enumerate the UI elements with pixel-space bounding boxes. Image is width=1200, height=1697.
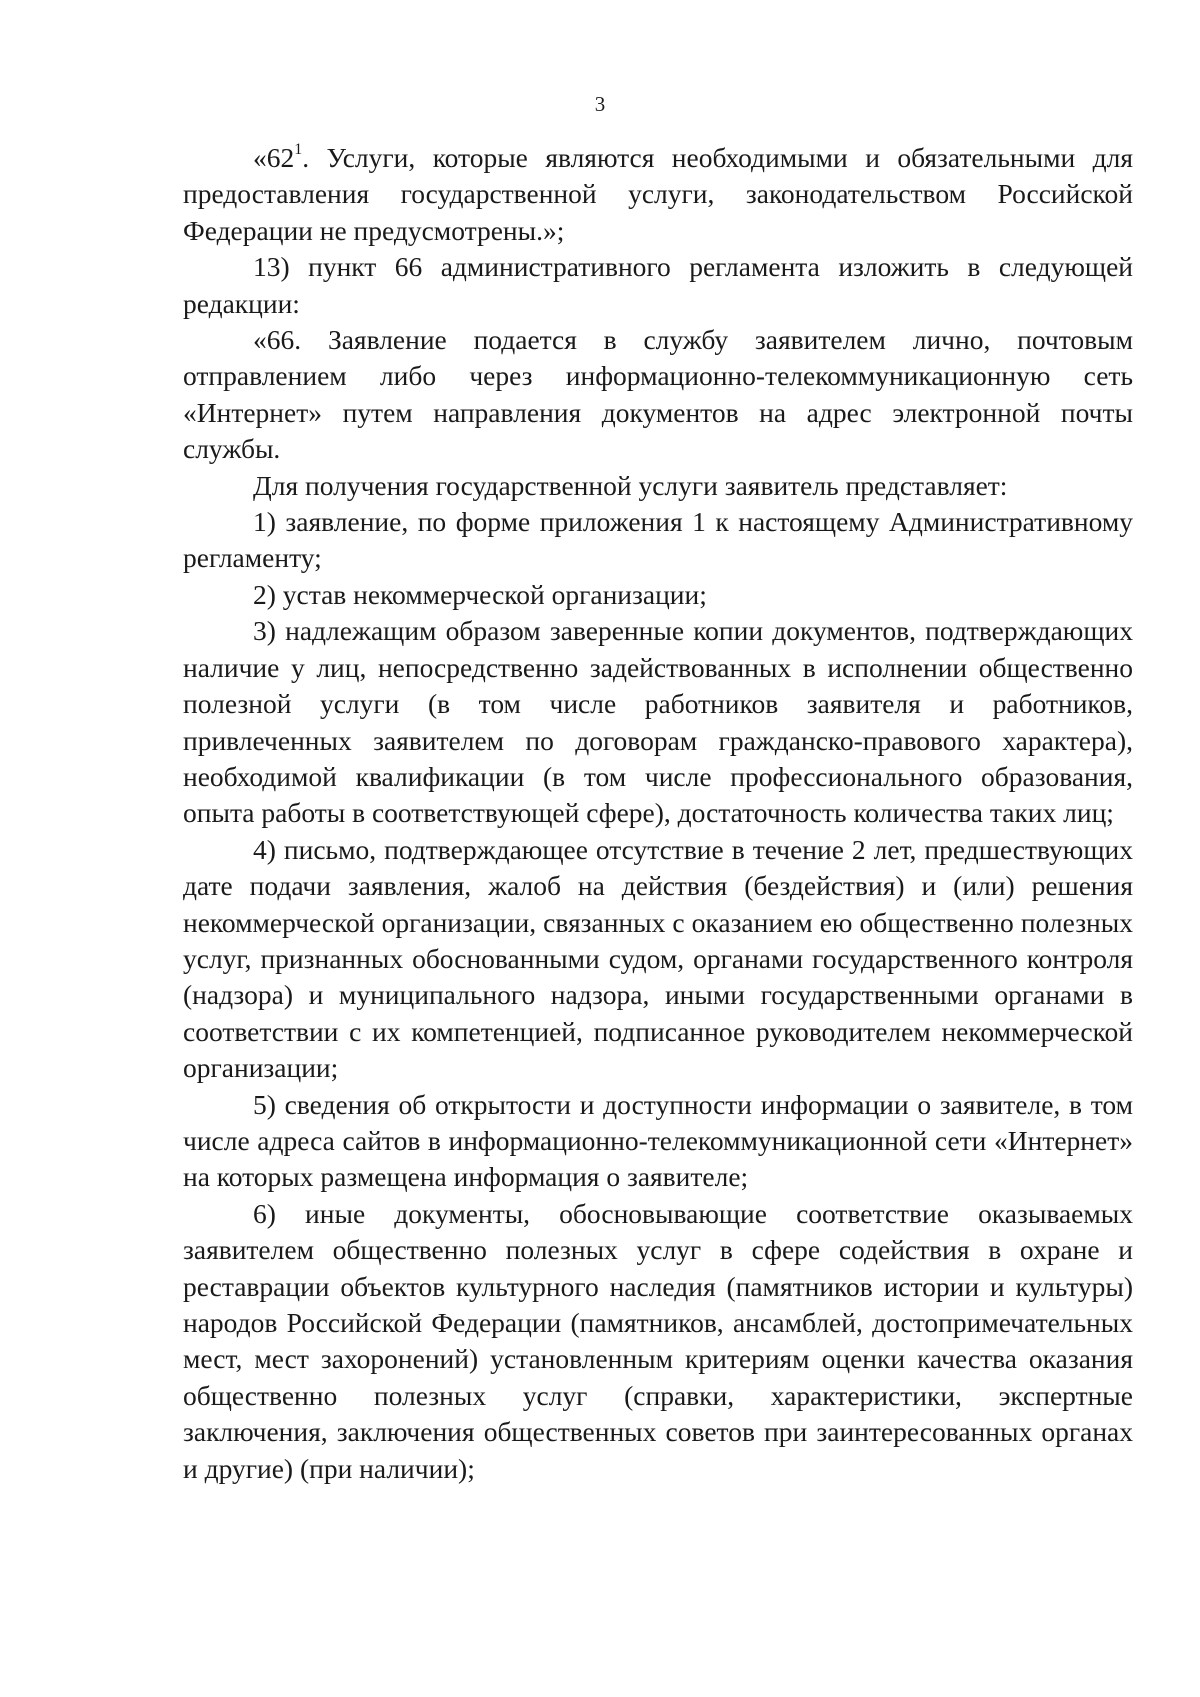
list-item-3: 3) надлежащим образом заверенные копии документов, подтверждающих наличие у лиц, непосредственно задействованных в исполнении общественно полезной услуги (в том числе работников заявителя и работников, привлеченных заявителем по договорам гражданско-правового характера), необходимой квалификации (в том числе профессионального образования, опыта работы в соответствующей сфере), достаточность количества таких лиц;: [183, 615, 1133, 829]
paragraph-item-62-1: [183, 140, 1133, 249]
list-item-1: 1) заявление, по форме приложения 1 к настоящему Административному регламенту;: [183, 506, 1133, 574]
list-item-5: 5) сведения об открытости и доступности информации о заявителе, в том числе адреса сайтов в информационно-телекоммуникационной сети «Интернет» на которых размещена информация о заявителе;: [183, 1088, 1133, 1193]
list-item-4: 4) письмо, подтверждающее отсутствие в течение 2 лет, предшествующих дате подачи заявления, жалоб на действия (бездействия) и (или) решения некоммерческой организации, связанных с оказанием ею общественно полезных услуг, признанных обоснованными судом, органами государственного контроля (надзора) и муниципального надзора, иными государственными органами в соответствии с их компетенцией, подписанное руководителем некоммерческой организации;: [183, 833, 1133, 1084]
paragraph-item-13: 13) пункт 66 административного регламента изложить в следующей редакции:: [183, 251, 1133, 319]
paragraph-prefix: «62: [253, 142, 295, 173]
page-number: 3: [594, 92, 606, 116]
superscript-index: 1: [294, 140, 303, 158]
paragraph-text: . Услуги, которые являются необходимыми и обязательными для предоставления государственной услуги, законодательством Российской Федерации не предусмотрены.»;: [183, 142, 1133, 246]
paragraph-intro-list: Для получения государственной услуги заявитель представляет:: [253, 469, 1008, 501]
document-body: [183, 140, 1133, 1487]
list-item-2: 2) устав некоммерческой организации;: [253, 578, 707, 610]
paragraph-item-66: «66. Заявление подается в службу заявителем лично, почтовым отправлением либо через информационно-телекоммуникационную сеть «Интернет» путем направления документов на адрес электронной почты службы.: [183, 324, 1133, 465]
list-item-6: 6) иные документы, обосновывающие соответствие оказываемых заявителем общественно полезных услуг в сфере содействия в охране и реставрации объектов культурного наследия (памятников истории и культуры) народов Российской Федерации (памятников, ансамблей, достопримечательных мест, мест захоронений) установленным критериям оценки качества оказания общественно полезных услуг (справки, характеристики, экспертные заключения, заключения общественных советов при заинтересованных органах и другие) (при наличии);: [183, 1197, 1133, 1484]
